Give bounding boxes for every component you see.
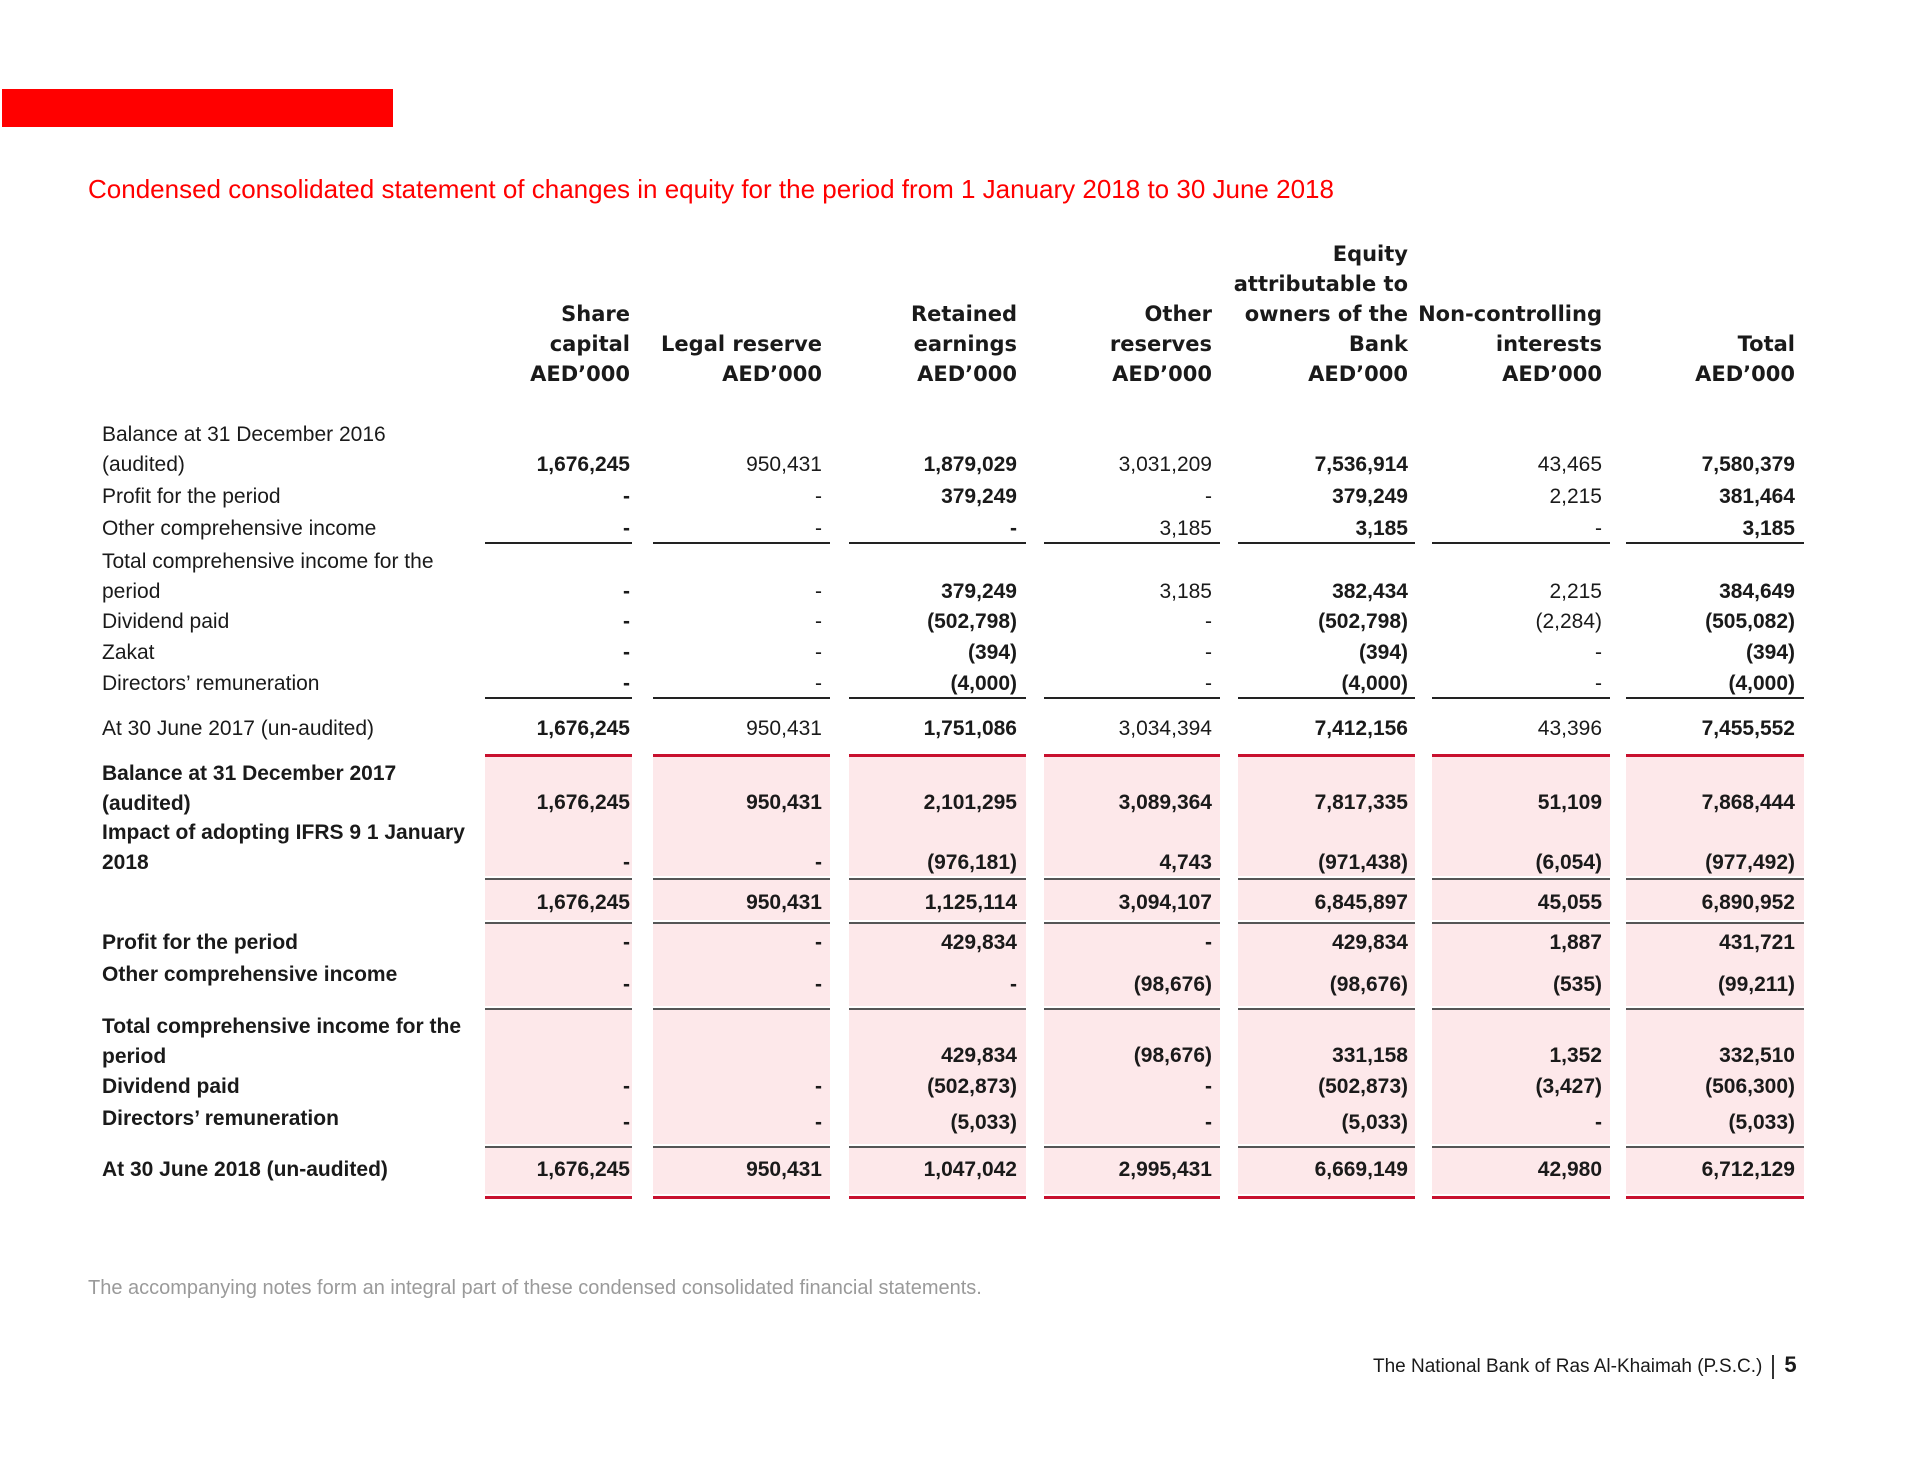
underline xyxy=(1626,922,1804,924)
y2018-cell: (5,033) xyxy=(950,1111,1017,1134)
underline xyxy=(1238,1146,1415,1148)
y2018-cell: 950,431 xyxy=(746,1158,822,1181)
double-underline xyxy=(653,1196,830,1199)
y2018-cell: - xyxy=(815,1111,822,1134)
y2018-row-label: (audited) xyxy=(102,792,191,815)
y2017-cell: (4,000) xyxy=(1341,672,1408,695)
y2017-cell: 3,185 xyxy=(1355,517,1408,540)
double-underline xyxy=(1432,1196,1610,1199)
y2017-cell: 2,215 xyxy=(1549,485,1602,508)
y2018-cell: 3,094,107 xyxy=(1118,891,1212,914)
y2017-cell: - xyxy=(815,580,822,603)
y2018-row-label: 2018 xyxy=(102,851,149,874)
page-number: 5 xyxy=(1784,1352,1797,1377)
y2018-row-label: Dividend paid xyxy=(102,1075,240,1098)
y2017-cell: 1,751,086 xyxy=(923,717,1017,740)
y2017-cell: - xyxy=(1595,641,1602,664)
y2017-cell: - xyxy=(1205,610,1212,633)
y2018-cell: (5,033) xyxy=(1728,1111,1795,1134)
y2017-cell: - xyxy=(1205,485,1212,508)
y2018-cell: 332,510 xyxy=(1719,1044,1795,1067)
column-unit-2: AED’000 xyxy=(722,362,822,386)
underline xyxy=(1044,697,1220,699)
y2018-cell: (976,181) xyxy=(927,851,1017,874)
y2017-cell: 3,185 xyxy=(1742,517,1795,540)
y2018-cell: 3,089,364 xyxy=(1118,791,1212,814)
y2017-cell: 1,676,245 xyxy=(536,453,630,476)
double-underline xyxy=(849,1196,1026,1199)
y2017-cell: (2,284) xyxy=(1535,610,1602,633)
y2018-cell: - xyxy=(623,851,630,874)
y2018-cell: 4,743 xyxy=(1159,851,1212,874)
column-header-6: interests xyxy=(1495,332,1602,356)
y2018-cell: 1,125,114 xyxy=(924,891,1017,914)
underline xyxy=(1432,697,1610,699)
y2018-cell: (502,873) xyxy=(1318,1075,1408,1098)
underline xyxy=(653,697,830,699)
y2018-cell: 1,676,245 xyxy=(536,1158,630,1181)
underline xyxy=(485,922,632,924)
underline xyxy=(1044,542,1220,544)
y2018-cell: 7,868,444 xyxy=(1701,791,1795,814)
y2018-cell: (5,033) xyxy=(1341,1111,1408,1134)
y2017-cell: - xyxy=(623,517,630,540)
y2017-cell: - xyxy=(1205,672,1212,695)
y2018-cell: (502,873) xyxy=(927,1075,1017,1098)
y2017-cell: (4,000) xyxy=(1728,672,1795,695)
page-title: Condensed consolidated statement of changes in equity for the period from 1 January 2018 to 30 June 2018 xyxy=(88,174,1334,204)
underline xyxy=(485,697,632,699)
y2017-cell: - xyxy=(623,641,630,664)
y2018-cell: 6,669,149 xyxy=(1314,1158,1408,1181)
y2017-cell: - xyxy=(815,610,822,633)
y2017-cell: 382,434 xyxy=(1332,580,1408,603)
double-underline xyxy=(1626,1196,1804,1199)
underline xyxy=(1432,1146,1610,1148)
y2018-cell: 1,047,042 xyxy=(923,1158,1017,1181)
column-unit-4: AED’000 xyxy=(1112,362,1212,386)
y2018-cell: - xyxy=(623,1111,630,1134)
y2017-cell: - xyxy=(815,641,822,664)
y2017-cell: 3,031,209 xyxy=(1118,453,1212,476)
y2017-cell: - xyxy=(1595,517,1602,540)
y2018-row-label: Impact of adopting IFRS 9 1 January xyxy=(102,821,465,844)
underline xyxy=(1432,542,1610,544)
y2017-cell: 7,455,552 xyxy=(1701,717,1795,740)
y2018-row-label: At 30 June 2018 (un-audited) xyxy=(102,1158,388,1181)
y2018-cell: 429,834 xyxy=(1332,931,1408,954)
y2018-cell: 51,109 xyxy=(1537,791,1602,814)
y2017-cell: - xyxy=(1010,517,1017,540)
y2017-cell: 3,185 xyxy=(1159,580,1212,603)
y2018-cell: 2,101,295 xyxy=(923,791,1017,814)
underline xyxy=(1626,1146,1804,1148)
y2017-cell: - xyxy=(623,485,630,508)
y2018-cell: 429,834 xyxy=(941,931,1017,954)
y2018-cell: 45,055 xyxy=(1537,891,1602,914)
y2017-cell: 7,412,156 xyxy=(1314,717,1408,740)
underline xyxy=(653,1008,830,1010)
underline xyxy=(849,922,1026,924)
y2017-row-label: Total comprehensive income for the xyxy=(102,550,434,573)
y2018-cell: - xyxy=(1205,1075,1212,1098)
column-header-2: Legal reserve xyxy=(661,332,822,356)
underline xyxy=(1044,878,1220,880)
y2017-cell: - xyxy=(815,485,822,508)
underline xyxy=(1238,1008,1415,1010)
underline xyxy=(849,1008,1026,1010)
underline xyxy=(1432,1008,1610,1010)
y2017-cell: - xyxy=(1595,672,1602,695)
column-unit-7: AED’000 xyxy=(1695,362,1795,386)
underline xyxy=(485,542,632,544)
y2017-row-label: Other comprehensive income xyxy=(102,517,377,540)
y2017-cell: 950,431 xyxy=(746,717,822,740)
column-header-3: earnings xyxy=(913,332,1017,356)
column-header-4: reserves xyxy=(1109,332,1212,356)
y2017-cell: - xyxy=(815,672,822,695)
underline xyxy=(849,542,1026,544)
underline xyxy=(485,1008,632,1010)
y2018-cell: 950,431 xyxy=(746,791,822,814)
y2017-cell: 3,034,394 xyxy=(1118,717,1212,740)
column-header-5: Bank xyxy=(1348,332,1408,356)
y2018-row-label: period xyxy=(102,1045,167,1068)
y2017-cell: 3,185 xyxy=(1159,517,1212,540)
y2017-cell: 1,676,245 xyxy=(536,717,630,740)
underline xyxy=(849,1146,1026,1148)
y2017-cell: 379,249 xyxy=(941,580,1017,603)
underline xyxy=(1238,922,1415,924)
column-unit-1: AED’000 xyxy=(530,362,630,386)
y2018-cell: (98,676) xyxy=(1133,973,1212,996)
y2018-cell: 6,890,952 xyxy=(1701,891,1795,914)
y2018-cell: 42,980 xyxy=(1537,1158,1602,1181)
y2018-cell: - xyxy=(1205,1111,1212,1134)
y2017-row-label: Dividend paid xyxy=(102,610,230,633)
y2018-cell: 950,431 xyxy=(746,891,822,914)
column-header-1: Share xyxy=(561,302,630,326)
underline xyxy=(1432,922,1610,924)
y2017-row-label: (audited) xyxy=(102,453,185,476)
y2018-cell: 2,995,431 xyxy=(1118,1158,1212,1181)
y2017-cell: (4,000) xyxy=(950,672,1017,695)
underline xyxy=(1238,697,1415,699)
y2017-cell: - xyxy=(623,672,630,695)
underline xyxy=(653,922,830,924)
y2018-cell: (506,300) xyxy=(1705,1075,1795,1098)
y2018-cell: - xyxy=(1205,931,1212,954)
underline xyxy=(1626,878,1804,880)
y2017-cell: 2,215 xyxy=(1549,580,1602,603)
y2017-cell: (394) xyxy=(1358,641,1408,664)
y2017-cell: 384,649 xyxy=(1719,580,1795,603)
column-header-6: Non-controlling xyxy=(1418,302,1602,326)
underline xyxy=(485,878,632,880)
column-header-5: owners of the xyxy=(1244,302,1408,326)
y2017-cell: - xyxy=(1205,641,1212,664)
column-unit-6: AED’000 xyxy=(1502,362,1602,386)
y2018-cell: 6,845,897 xyxy=(1314,891,1408,914)
y2018-cell: (977,492) xyxy=(1705,851,1795,874)
y2017-row-label: period xyxy=(102,580,161,603)
y2017-cell: 379,249 xyxy=(1332,485,1408,508)
y2018-cell: (971,438) xyxy=(1318,851,1408,874)
footer-company: The National Bank of Ras Al-Khaimah (P.S.C.) xyxy=(1373,1356,1763,1377)
y2018-cell: (3,427) xyxy=(1535,1075,1602,1098)
y2017-row-label: Balance at 31 December 2016 xyxy=(102,423,386,446)
y2017-cell: 1,879,029 xyxy=(923,453,1017,476)
double-underline xyxy=(485,1196,632,1199)
y2018-row-label: Directors’ remuneration xyxy=(102,1107,339,1130)
y2018-cell: (535) xyxy=(1552,973,1602,996)
y2018-cell: - xyxy=(815,1075,822,1098)
y2017-cell: 7,580,379 xyxy=(1701,453,1795,476)
underline xyxy=(1626,697,1804,699)
y2018-cell: 331,158 xyxy=(1332,1044,1408,1067)
column-header-5: attributable to xyxy=(1233,272,1408,296)
underline xyxy=(653,542,830,544)
y2018-cell: 1,676,245 xyxy=(536,791,630,814)
y2017-cell: - xyxy=(815,517,822,540)
y2018-cell: - xyxy=(623,973,630,996)
y2018-cell: 1,887 xyxy=(1549,931,1602,954)
footnote: The accompanying notes form an integral part of these condensed consolidated financial statements. xyxy=(88,1277,982,1299)
y2017-cell: (502,798) xyxy=(927,610,1017,633)
page-footer xyxy=(1373,1352,1797,1379)
footer-separator xyxy=(1772,1355,1774,1379)
y2017-cell: 379,249 xyxy=(941,485,1017,508)
column-unit-5: AED’000 xyxy=(1308,362,1408,386)
underline xyxy=(1626,1008,1804,1010)
double-underline xyxy=(1044,1196,1220,1199)
y2018-cell: - xyxy=(815,851,822,874)
y2017-row-label: At 30 June 2017 (un-audited) xyxy=(102,717,375,740)
y2017-cell: - xyxy=(623,580,630,603)
y2018-cell: 429,834 xyxy=(941,1044,1017,1067)
y2018-row-label: Profit for the period xyxy=(102,931,298,954)
y2017-cell: 7,536,914 xyxy=(1314,453,1408,476)
y2018-cell: - xyxy=(815,973,822,996)
underline xyxy=(1238,542,1415,544)
underline xyxy=(1044,1008,1220,1010)
y2017-cell: (394) xyxy=(967,641,1017,664)
underline xyxy=(1044,1146,1220,1148)
y2018-cell: (98,676) xyxy=(1329,973,1408,996)
y2017-cell: (394) xyxy=(1745,641,1795,664)
y2018-cell: 6,712,129 xyxy=(1701,1158,1795,1181)
y2017-cell: 43,396 xyxy=(1537,717,1602,740)
y2017-cell: (505,082) xyxy=(1705,610,1795,633)
y2018-cell: - xyxy=(1010,973,1017,996)
y2018-cell: (99,211) xyxy=(1717,973,1795,996)
underline xyxy=(653,1146,830,1148)
y2018-row-label: Total comprehensive income for the xyxy=(102,1015,462,1038)
y2017-cell: - xyxy=(623,610,630,633)
underline xyxy=(1044,922,1220,924)
column-header-5: Equity xyxy=(1332,242,1408,266)
column-header-4: Other xyxy=(1144,302,1212,326)
column-unit-3: AED’000 xyxy=(917,362,1017,386)
double-underline xyxy=(1238,1196,1415,1199)
y2018-cell: 431,721 xyxy=(1719,931,1795,954)
y2017-row-label: Profit for the period xyxy=(102,485,281,508)
y2018-row-label: Other comprehensive income xyxy=(102,963,398,986)
underline xyxy=(1626,542,1804,544)
y2018-cell: 1,352 xyxy=(1549,1044,1602,1067)
underline xyxy=(485,1146,632,1148)
underline xyxy=(1432,878,1610,880)
y2018-cell: (98,676) xyxy=(1133,1044,1212,1067)
y2018-cell: (6,054) xyxy=(1535,851,1602,874)
y2017-cell: (502,798) xyxy=(1318,610,1408,633)
y2017-cell: 381,464 xyxy=(1719,485,1795,508)
column-header-7: Total xyxy=(1737,332,1795,356)
y2017-cell: 43,465 xyxy=(1537,453,1602,476)
underline xyxy=(849,697,1026,699)
y2018-row-label: Balance at 31 December 2017 xyxy=(102,762,397,785)
underline xyxy=(653,878,830,880)
y2018-cell: 1,676,245 xyxy=(536,891,630,914)
y2017-cell: 950,431 xyxy=(746,453,822,476)
column-header-3: Retained xyxy=(910,302,1017,326)
underline xyxy=(849,878,1026,880)
y2017-row-label: Directors’ remuneration xyxy=(102,672,320,695)
y2018-cell: - xyxy=(815,931,822,954)
underline xyxy=(1238,878,1415,880)
column-header-1: capital xyxy=(549,332,630,356)
y2017-row-label: Zakat xyxy=(102,641,155,664)
y2018-cell: - xyxy=(1595,1111,1602,1134)
y2018-cell: 7,817,335 xyxy=(1314,791,1408,814)
y2018-cell: - xyxy=(623,931,630,954)
y2018-cell: - xyxy=(623,1075,630,1098)
